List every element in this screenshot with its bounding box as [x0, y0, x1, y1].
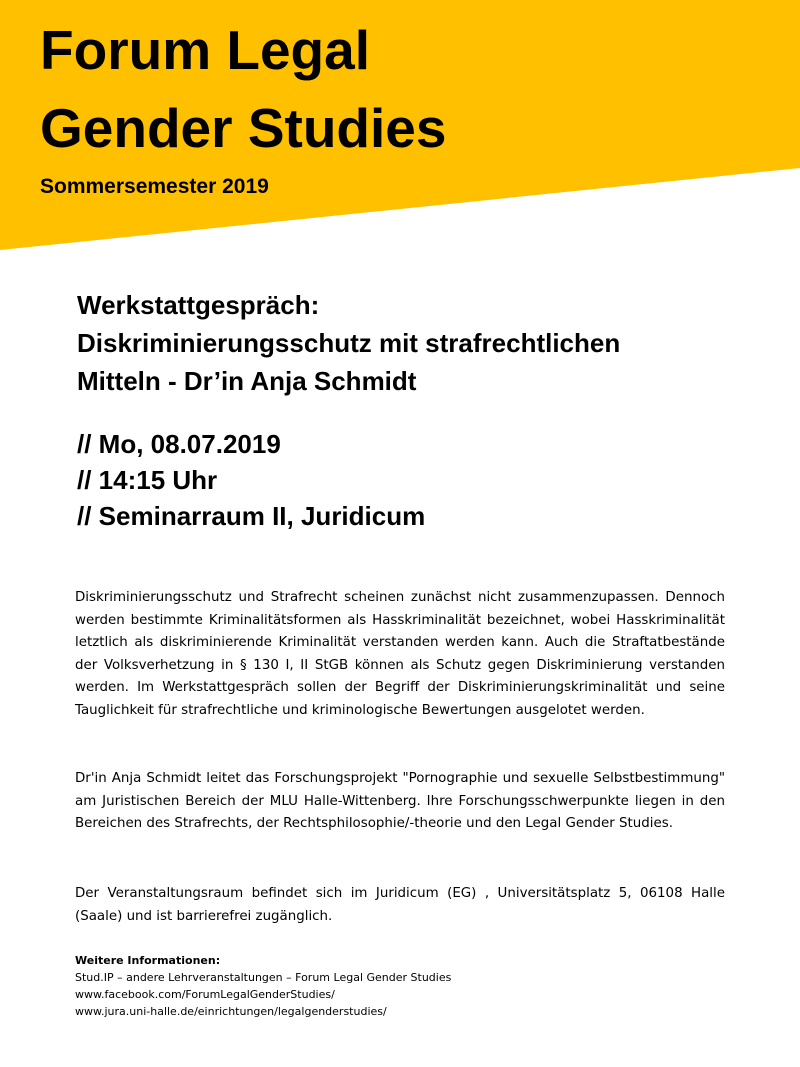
event-heading-line-3: Mitteln - Dr’in Anja Schmidt	[77, 366, 417, 396]
event-heading-line-1: Werkstattgespräch:	[77, 290, 320, 320]
event-time: // 14:15 Uhr	[77, 465, 218, 495]
venue-paragraph: Der Veranstaltungsraum befindet sich im Juridicum (EG) , Universitätsplatz 5, 06108 Halle (Saale) und ist barrierefrei zugänglich.	[75, 886, 725, 924]
more-info-section	[75, 952, 451, 1020]
title-line-2: Gender Studies	[40, 97, 447, 159]
speaker-paragraph: Dr'in Anja Schmidt leitet das Forschungsprojekt "Pornographie und sexuelle Selbstbestimmung" am Juristischen Bereich der MLU Halle-Wittenberg. Ihre Forschungsschwerpunkte liegen in den Bereichen des Strafrechts, der Rechtsphilosophie/-theorie und den Legal Gender Studies.	[75, 771, 725, 832]
event-location: // Seminarraum II, Juridicum	[77, 501, 426, 531]
event-date: // Mo, 08.07.2019	[77, 429, 281, 459]
more-info-website: www.jura.uni-halle.de/einrichtungen/legalgenderstudies/	[75, 1005, 387, 1018]
title-line-1: Forum Legal	[40, 19, 371, 81]
more-info-heading: Weitere Informationen:	[75, 954, 221, 967]
description-paragraph: Diskriminierungsschutz und Strafrecht scheinen zunächst nicht zusammenzupassen. Dennoch werden bestimmte Kriminalitätsformen als Hasskriminalität bezeichnet, wobei Hasskriminalität letztlich als diskriminierende Kriminalität verstanden werden kann. Auch die Straftatbestände der Volksverhetzung in § 130 I, II StGB können als Schutz gegen Diskriminierung verstanden werden. Im Werkstattgespräch sollen der Begriff der Diskriminierungskriminalität und seine Tauglichkeit für strafrechtliche und kriminologische Bewertungen ausgelotet werden.	[75, 590, 725, 718]
more-info-studip: Stud.IP – andere Lehrveranstaltungen – Forum Legal Gender Studies	[75, 971, 452, 984]
event-details	[77, 426, 425, 534]
event-heading-line-2: Diskriminierungsschutz mit strafrechtlichen	[77, 328, 621, 358]
event-heading	[77, 286, 777, 400]
semester-label: Sommersemester 2019	[40, 175, 269, 198]
more-info-facebook: www.facebook.com/ForumLegalGenderStudies/	[75, 988, 335, 1001]
